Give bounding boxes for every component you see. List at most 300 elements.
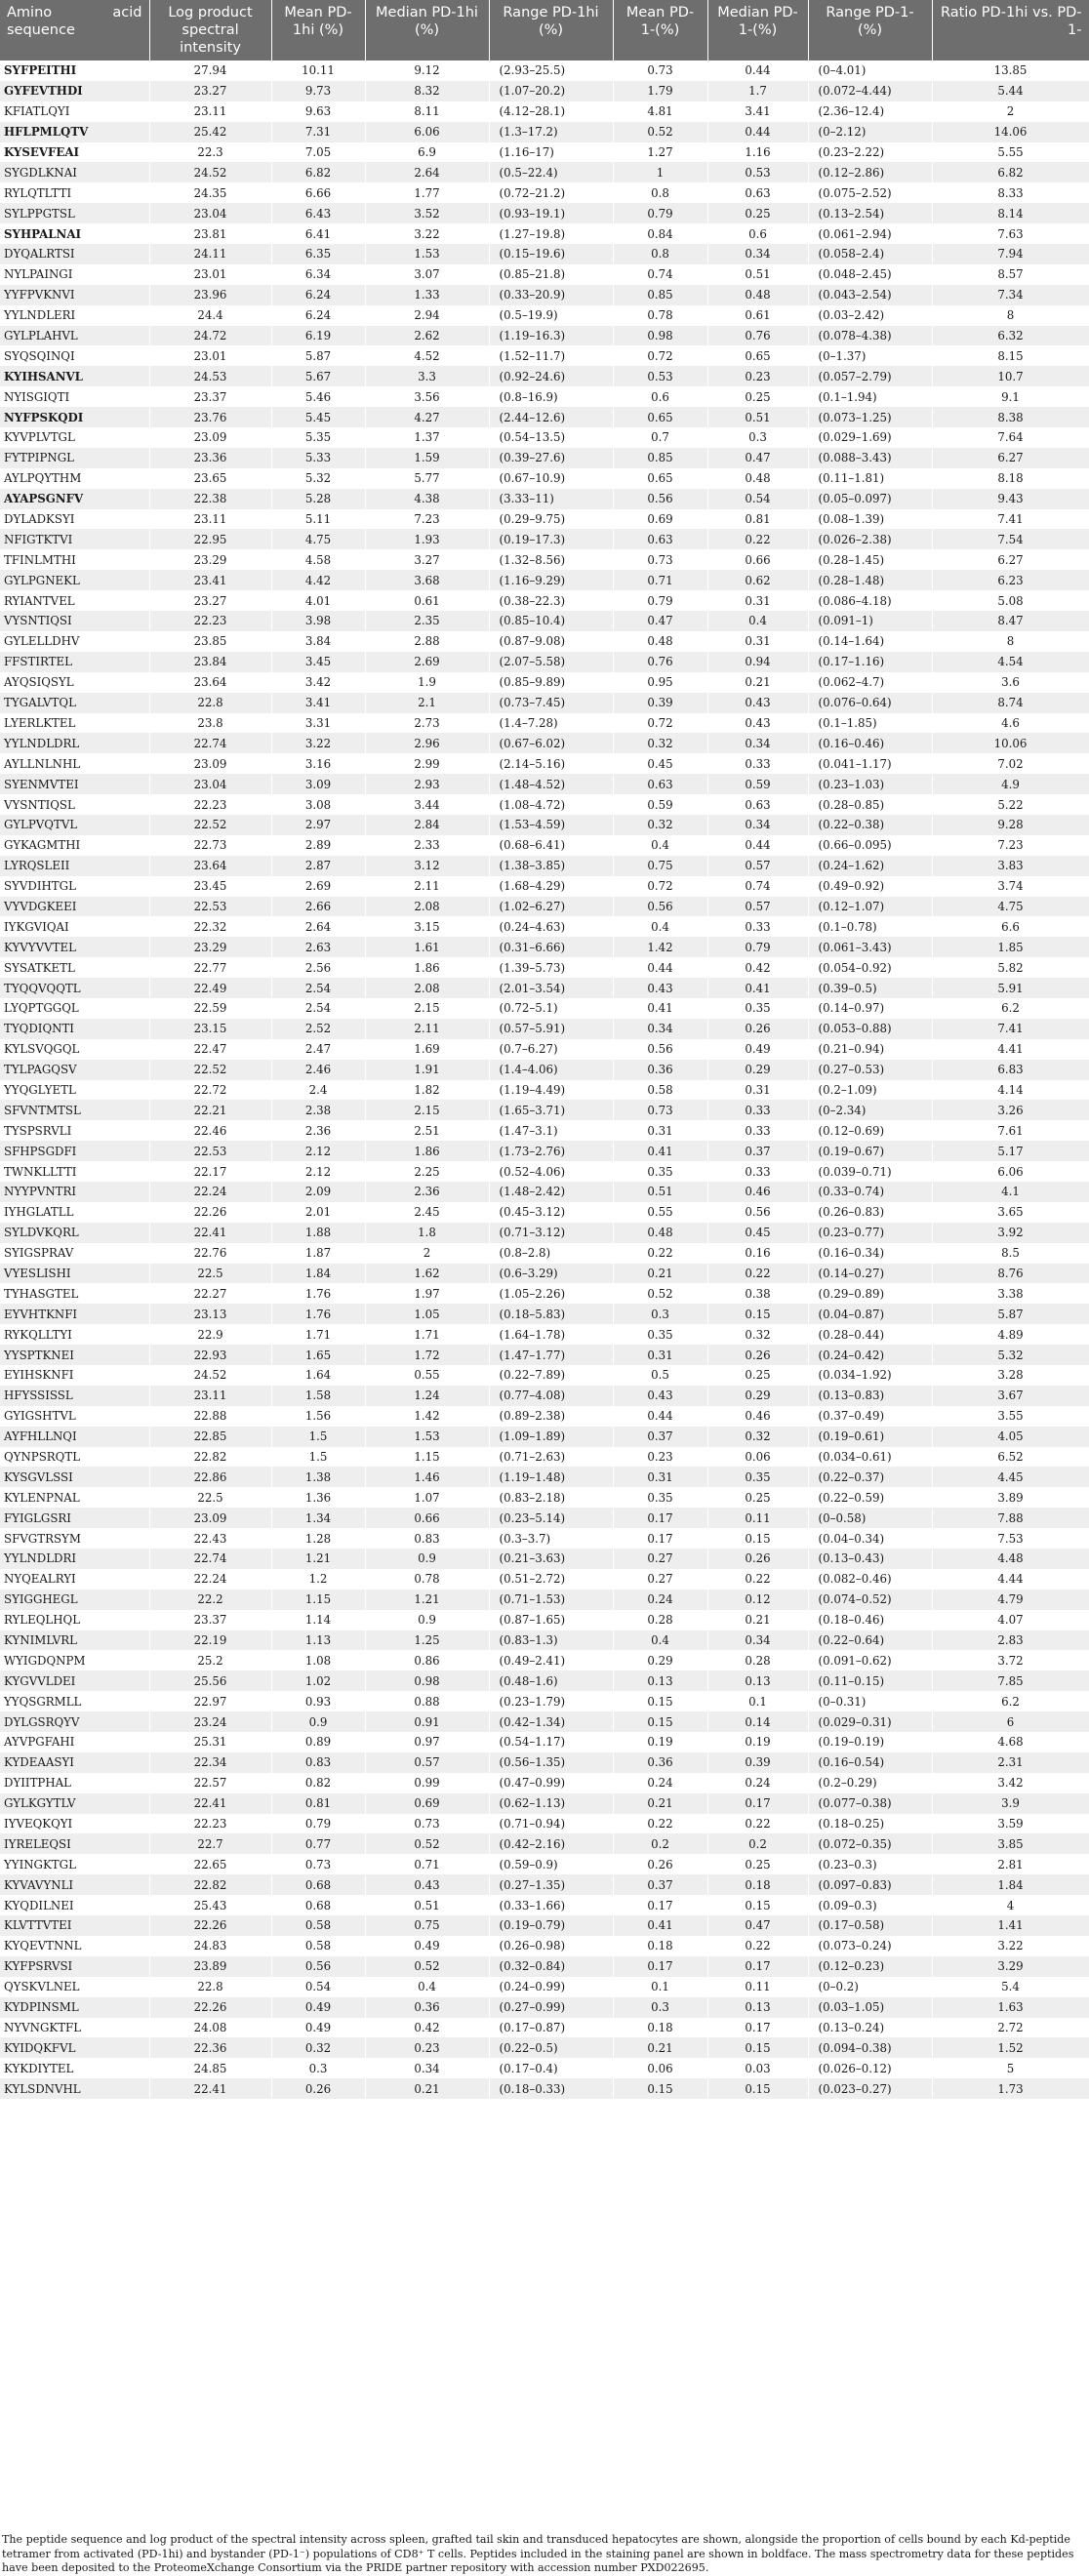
cell-median-pd1hi: 7.23: [365, 509, 489, 530]
cell-ratio: 6.52: [932, 1447, 1089, 1468]
table-row: [0, 1039, 1089, 1060]
cell-range-pd1hi: (1.68–4.29): [489, 876, 613, 897]
cell-median-pd1hi: 0.34: [365, 2058, 489, 2078]
cell-mean-pd1neg: 0.44: [613, 957, 707, 978]
cell-median-pd1hi: 0.97: [365, 1732, 489, 1752]
cell-log-product: 24.35: [149, 182, 271, 203]
cell-median-pd1neg: 0.76: [707, 326, 808, 346]
cell-ratio: 3.83: [932, 856, 1089, 876]
cell-ratio: 8.74: [932, 693, 1089, 713]
cell-median-pd1hi: 0.52: [365, 1956, 489, 1977]
cell-log-product: 23.01: [149, 345, 271, 366]
table-row: [0, 1427, 1089, 1447]
cell-ratio: 9.1: [932, 386, 1089, 407]
cell-range-pd1hi: (0.67–10.9): [489, 468, 613, 489]
cell-sequence: TYQDIQNTI: [0, 1019, 149, 1039]
table-row: [0, 509, 1089, 530]
cell-ratio: 8.76: [932, 1264, 1089, 1284]
cell-range-pd1hi: (0.15–19.6): [489, 244, 613, 264]
cell-median-pd1neg: 0.44: [707, 835, 808, 856]
cell-range-pd1neg: (0.24–0.42): [808, 1345, 932, 1365]
cell-median-pd1neg: 0.33: [707, 1100, 808, 1120]
cell-ratio: 13.85: [932, 60, 1089, 81]
cell-range-pd1hi: (0.92–24.6): [489, 366, 613, 386]
cell-median-pd1neg: 0.11: [707, 1508, 808, 1528]
cell-mean-pd1neg: 0.76: [613, 652, 707, 672]
cell-range-pd1hi: (0.67–6.02): [489, 733, 613, 753]
cell-mean-pd1hi: 1.84: [271, 1264, 365, 1284]
cell-median-pd1hi: 3.27: [365, 549, 489, 570]
cell-ratio: 3.9: [932, 1793, 1089, 1814]
cell-range-pd1neg: (0.23–1.03): [808, 774, 932, 794]
cell-mean-pd1hi: 1.15: [271, 1590, 365, 1610]
cell-median-pd1hi: 2.51: [365, 1120, 489, 1141]
cell-mean-pd1hi: 5.45: [271, 407, 365, 427]
cell-median-pd1neg: 0.35: [707, 1467, 808, 1487]
cell-mean-pd1hi: 4.58: [271, 549, 365, 570]
cell-mean-pd1hi: 2.47: [271, 1039, 365, 1060]
cell-log-product: 23.85: [149, 631, 271, 652]
cell-ratio: 7.61: [932, 1120, 1089, 1141]
cell-log-product: 23.37: [149, 1610, 271, 1630]
cell-mean-pd1hi: 5.33: [271, 448, 365, 468]
cell-log-product: 23.13: [149, 1304, 271, 1324]
cell-median-pd1hi: 1.61: [365, 937, 489, 957]
cell-sequence: KYVPLVTGL: [0, 427, 149, 448]
cell-ratio: 7.85: [932, 1670, 1089, 1691]
cell-range-pd1hi: (0.83–1.3): [489, 1630, 613, 1651]
cell-ratio: 9.43: [932, 489, 1089, 509]
cell-mean-pd1neg: 0.84: [613, 223, 707, 244]
cell-median-pd1hi: 0.71: [365, 1854, 489, 1874]
cell-range-pd1hi: (0.23–1.79): [489, 1691, 613, 1711]
cell-range-pd1neg: (0–0.31): [808, 1691, 932, 1711]
cell-mean-pd1neg: 0.58: [613, 1080, 707, 1101]
cell-range-pd1neg: (0.073–1.25): [808, 407, 932, 427]
cell-sequence: SYFPEITHI: [0, 60, 149, 81]
cell-log-product: 22.23: [149, 794, 271, 815]
cell-range-pd1neg: (0.1–1.85): [808, 713, 932, 734]
cell-median-pd1hi: 2.69: [365, 652, 489, 672]
cell-range-pd1hi: (0.32–0.84): [489, 1956, 613, 1977]
cell-sequence: NYVNGKTFL: [0, 2018, 149, 2038]
cell-mean-pd1hi: 0.32: [271, 2037, 365, 2058]
cell-sequence: AYFHLLNQI: [0, 1427, 149, 1447]
cell-mean-pd1hi: 1.36: [271, 1487, 365, 1508]
table-row: [0, 1182, 1089, 1202]
cell-mean-pd1neg: 0.35: [613, 1487, 707, 1508]
cell-sequence: TYLPAGQSV: [0, 1060, 149, 1080]
cell-median-pd1neg: 0.31: [707, 590, 808, 611]
table-row: [0, 345, 1089, 366]
cell-mean-pd1neg: 0.18: [613, 1936, 707, 1956]
table-row: [0, 876, 1089, 897]
cell-median-pd1neg: 0.39: [707, 1752, 808, 1773]
cell-sequence: RYLEQLHQL: [0, 1610, 149, 1630]
cell-median-pd1hi: 2.1: [365, 693, 489, 713]
cell-mean-pd1hi: 0.93: [271, 1691, 365, 1711]
cell-mean-pd1neg: 0.15: [613, 1691, 707, 1711]
cell-mean-pd1hi: 6.82: [271, 162, 365, 182]
cell-median-pd1neg: 0.56: [707, 1202, 808, 1223]
cell-ratio: 4.41: [932, 1039, 1089, 1060]
cell-ratio: 4.05: [932, 1427, 1089, 1447]
cell-range-pd1neg: (0.28–0.85): [808, 794, 932, 815]
cell-ratio: 4.68: [932, 1732, 1089, 1752]
cell-median-pd1hi: 1.91: [365, 1060, 489, 1080]
table-row: [0, 2058, 1089, 2078]
cell-mean-pd1hi: 5.11: [271, 509, 365, 530]
cell-sequence: SYSATKETL: [0, 957, 149, 978]
cell-mean-pd1neg: 0.23: [613, 1447, 707, 1468]
cell-mean-pd1neg: 0.74: [613, 264, 707, 285]
cell-median-pd1neg: 0.62: [707, 570, 808, 590]
cell-ratio: 7.64: [932, 427, 1089, 448]
cell-ratio: 6.6: [932, 916, 1089, 937]
cell-median-pd1hi: 0.51: [365, 1895, 489, 1915]
cell-log-product: 25.56: [149, 1670, 271, 1691]
cell-median-pd1hi: 1.72: [365, 1345, 489, 1365]
cell-range-pd1neg: (0.082–0.46): [808, 1569, 932, 1590]
cell-sequence: GYLPVQTVL: [0, 815, 149, 835]
cell-range-pd1hi: (0.8–16.9): [489, 386, 613, 407]
cell-ratio: 4: [932, 1895, 1089, 1915]
cell-ratio: 5.82: [932, 957, 1089, 978]
cell-mean-pd1hi: 4.01: [271, 590, 365, 611]
cell-ratio: 14.06: [932, 122, 1089, 142]
cell-ratio: 3.55: [932, 1406, 1089, 1427]
cell-mean-pd1hi: 5.28: [271, 489, 365, 509]
cell-median-pd1neg: 0.26: [707, 1345, 808, 1365]
cell-median-pd1neg: 0.22: [707, 1814, 808, 1834]
cell-sequence: KYLSVQGQL: [0, 1039, 149, 1060]
cell-ratio: 1.52: [932, 2037, 1089, 2058]
cell-mean-pd1neg: 0.63: [613, 529, 707, 549]
table-row: [0, 998, 1089, 1019]
cell-sequence: EYIHSKNFI: [0, 1365, 149, 1386]
cell-range-pd1hi: (1.65–3.71): [489, 1100, 613, 1120]
cell-median-pd1hi: 0.73: [365, 1814, 489, 1834]
cell-log-product: 23.29: [149, 937, 271, 957]
cell-log-product: 22.74: [149, 1549, 271, 1569]
cell-range-pd1neg: (0.12–1.07): [808, 897, 932, 917]
cell-range-pd1neg: (0.16–0.34): [808, 1243, 932, 1264]
cell-median-pd1neg: 0.14: [707, 1711, 808, 1732]
cell-range-pd1neg: (0.19–0.61): [808, 1427, 932, 1447]
cell-ratio: 3.26: [932, 1100, 1089, 1120]
cell-median-pd1hi: 0.66: [365, 1508, 489, 1528]
cell-ratio: 4.48: [932, 1549, 1089, 1569]
cell-sequence: SFHPSGDFI: [0, 1141, 149, 1161]
cell-mean-pd1neg: 0.3: [613, 1304, 707, 1324]
cell-median-pd1neg: 0.46: [707, 1406, 808, 1427]
cell-log-product: 22.32: [149, 916, 271, 937]
cell-log-product: 24.11: [149, 244, 271, 264]
cell-log-product: 25.42: [149, 122, 271, 142]
cell-median-pd1hi: 1.86: [365, 957, 489, 978]
cell-range-pd1hi: (0.31–6.66): [489, 937, 613, 957]
cell-range-pd1hi: (1.48–4.52): [489, 774, 613, 794]
cell-range-pd1hi: (0.38–22.3): [489, 590, 613, 611]
cell-mean-pd1neg: 0.56: [613, 489, 707, 509]
header-range-pd1hi: Range PD-1hi (%): [489, 0, 613, 60]
cell-median-pd1hi: 1.86: [365, 1141, 489, 1161]
cell-mean-pd1hi: 2.87: [271, 856, 365, 876]
cell-median-pd1hi: 3.56: [365, 386, 489, 407]
cell-mean-pd1hi: 1.64: [271, 1365, 365, 1386]
cell-mean-pd1neg: 0.52: [613, 1283, 707, 1304]
cell-log-product: 24.83: [149, 1936, 271, 1956]
table-row: [0, 60, 1089, 81]
cell-range-pd1neg: (0.097–0.83): [808, 1874, 932, 1895]
cell-median-pd1neg: 0.48: [707, 285, 808, 305]
table-row: [0, 1997, 1089, 2018]
cell-mean-pd1neg: 0.32: [613, 733, 707, 753]
cell-ratio: 7.94: [932, 244, 1089, 264]
cell-sequence: VYESLISHI: [0, 1264, 149, 1284]
cell-median-pd1neg: 0.26: [707, 1019, 808, 1039]
cell-mean-pd1neg: 0.5: [613, 1365, 707, 1386]
cell-ratio: 3.22: [932, 1936, 1089, 1956]
cell-sequence: FFSTIRTEL: [0, 652, 149, 672]
cell-log-product: 23.37: [149, 386, 271, 407]
cell-sequence: NFIGTKTVI: [0, 529, 149, 549]
cell-log-product: 22.97: [149, 1691, 271, 1711]
cell-range-pd1neg: (0.026–2.38): [808, 529, 932, 549]
cell-mean-pd1neg: 0.34: [613, 1019, 707, 1039]
cell-sequence: LYQPTGGQL: [0, 998, 149, 1019]
cell-median-pd1neg: 0.63: [707, 182, 808, 203]
cell-mean-pd1hi: 0.89: [271, 1732, 365, 1752]
table-row: [0, 713, 1089, 734]
cell-mean-pd1hi: 2.4: [271, 1080, 365, 1101]
cell-log-product: 22.76: [149, 1243, 271, 1264]
cell-median-pd1neg: 0.06: [707, 1447, 808, 1468]
cell-sequence: NYYPVNTRI: [0, 1182, 149, 1202]
cell-log-product: 22.17: [149, 1161, 271, 1182]
cell-mean-pd1hi: 2.12: [271, 1161, 365, 1182]
table-row: [0, 1141, 1089, 1161]
cell-ratio: 3.28: [932, 1365, 1089, 1386]
cell-range-pd1neg: (0.22–0.37): [808, 1467, 932, 1487]
cell-mean-pd1neg: 0.8: [613, 244, 707, 264]
cell-median-pd1neg: 0.16: [707, 1243, 808, 1264]
cell-log-product: 22.24: [149, 1569, 271, 1590]
cell-range-pd1neg: (0.09–0.3): [808, 1895, 932, 1915]
cell-log-product: 23.11: [149, 101, 271, 122]
cell-range-pd1neg: (0.091–0.62): [808, 1650, 932, 1670]
cell-sequence: KYFPSRVSI: [0, 1956, 149, 1977]
cell-median-pd1hi: 1.59: [365, 448, 489, 468]
cell-range-pd1neg: (0–1.37): [808, 345, 932, 366]
table-row: [0, 672, 1089, 693]
cell-mean-pd1hi: 0.68: [271, 1895, 365, 1915]
cell-mean-pd1hi: 6.34: [271, 264, 365, 285]
cell-range-pd1neg: (0.041–1.17): [808, 753, 932, 774]
header-median-pd1neg: Median PD-1-(%): [707, 0, 808, 60]
cell-log-product: 23.64: [149, 856, 271, 876]
cell-range-pd1hi: (1.47–1.77): [489, 1345, 613, 1365]
cell-median-pd1hi: 6.9: [365, 142, 489, 163]
table-row: [0, 1019, 1089, 1039]
cell-range-pd1neg: (0.11–0.15): [808, 1670, 932, 1691]
cell-log-product: 22.95: [149, 529, 271, 549]
cell-range-pd1neg: (0.14–0.27): [808, 1264, 932, 1284]
cell-log-product: 23.84: [149, 652, 271, 672]
cell-ratio: 5.32: [932, 1345, 1089, 1365]
cell-median-pd1hi: 1.24: [365, 1386, 489, 1406]
cell-range-pd1hi: (0.54–13.5): [489, 427, 613, 448]
cell-ratio: 5: [932, 2058, 1089, 2078]
cell-sequence: VYVDGKEEI: [0, 897, 149, 917]
cell-mean-pd1hi: 1.5: [271, 1427, 365, 1447]
cell-median-pd1neg: 0.18: [707, 1874, 808, 1895]
cell-range-pd1hi: (0.3–3.7): [489, 1528, 613, 1549]
cell-ratio: 8.33: [932, 182, 1089, 203]
cell-sequence: AYQSIQSYL: [0, 672, 149, 693]
table-row: [0, 815, 1089, 835]
header-ratio: Ratio PD-1hi vs. PD-1-: [932, 0, 1089, 60]
cell-range-pd1neg: (0.28–1.45): [808, 549, 932, 570]
cell-ratio: 3.89: [932, 1487, 1089, 1508]
cell-sequence: YYLNDLDRL: [0, 733, 149, 753]
cell-ratio: 5.87: [932, 1304, 1089, 1324]
cell-mean-pd1hi: 3.08: [271, 794, 365, 815]
table-row: [0, 1528, 1089, 1549]
table-row: [0, 2078, 1089, 2099]
cell-median-pd1hi: 3.44: [365, 794, 489, 815]
cell-median-pd1hi: 2.33: [365, 835, 489, 856]
cell-ratio: 8.5: [932, 1243, 1089, 1264]
cell-sequence: NYISGIQTI: [0, 386, 149, 407]
cell-mean-pd1neg: 0.95: [613, 672, 707, 693]
cell-range-pd1hi: (2.44–12.6): [489, 407, 613, 427]
cell-sequence: SYHPALNAI: [0, 223, 149, 244]
cell-sequence: SYGDLKNAI: [0, 162, 149, 182]
cell-range-pd1neg: (0.14–1.64): [808, 631, 932, 652]
cell-ratio: 5.55: [932, 142, 1089, 163]
cell-median-pd1neg: 0.33: [707, 916, 808, 937]
table-row: [0, 1060, 1089, 1080]
cell-ratio: 6.2: [932, 1691, 1089, 1711]
cell-median-pd1hi: 2.64: [365, 162, 489, 182]
cell-range-pd1hi: (0.72–21.2): [489, 182, 613, 203]
cell-sequence: AYLPQYTHM: [0, 468, 149, 489]
cell-range-pd1neg: (0.073–0.24): [808, 1936, 932, 1956]
cell-log-product: 22.72: [149, 1080, 271, 1101]
cell-log-product: 22.23: [149, 1814, 271, 1834]
cell-median-pd1neg: 0.29: [707, 1060, 808, 1080]
cell-median-pd1neg: 0.25: [707, 386, 808, 407]
cell-mean-pd1hi: 2.89: [271, 835, 365, 856]
cell-mean-pd1neg: 0.36: [613, 1060, 707, 1080]
cell-mean-pd1hi: 5.32: [271, 468, 365, 489]
cell-median-pd1neg: 0.45: [707, 1223, 808, 1243]
cell-range-pd1neg: (0.26–0.83): [808, 1202, 932, 1223]
cell-mean-pd1neg: 0.28: [613, 1610, 707, 1630]
cell-range-pd1hi: (0.19–0.79): [489, 1915, 613, 1936]
cell-sequence: YYSPTKNEI: [0, 1345, 149, 1365]
cell-median-pd1neg: 0.51: [707, 407, 808, 427]
cell-range-pd1hi: (0.71–2.63): [489, 1447, 613, 1468]
cell-median-pd1neg: 0.34: [707, 244, 808, 264]
cell-sequence: RYLQTLTTI: [0, 182, 149, 203]
cell-log-product: 23.65: [149, 468, 271, 489]
cell-mean-pd1neg: 0.4: [613, 916, 707, 937]
cell-ratio: 6.32: [932, 326, 1089, 346]
cell-range-pd1neg: (0.034–1.92): [808, 1365, 932, 1386]
cell-range-pd1hi: (0.21–3.63): [489, 1549, 613, 1569]
cell-log-product: 23.11: [149, 509, 271, 530]
cell-mean-pd1hi: 0.77: [271, 1833, 365, 1854]
cell-log-product: 24.08: [149, 2018, 271, 2038]
cell-log-product: 22.82: [149, 1447, 271, 1468]
cell-range-pd1neg: (0.094–0.38): [808, 2037, 932, 2058]
cell-ratio: 5.44: [932, 81, 1089, 101]
cell-range-pd1neg: (0.029–0.31): [808, 1711, 932, 1732]
cell-ratio: 5.4: [932, 1977, 1089, 1997]
cell-ratio: 7.54: [932, 529, 1089, 549]
cell-mean-pd1neg: 0.85: [613, 285, 707, 305]
cell-median-pd1hi: 0.88: [365, 1691, 489, 1711]
cell-range-pd1hi: (0.49–2.41): [489, 1650, 613, 1670]
cell-range-pd1hi: (0.77–4.08): [489, 1386, 613, 1406]
cell-mean-pd1hi: 0.49: [271, 1997, 365, 2018]
cell-median-pd1neg: 1.7: [707, 81, 808, 101]
cell-log-product: 22.52: [149, 815, 271, 835]
table-row: [0, 1833, 1089, 1854]
cell-sequence: TYSPSRVLI: [0, 1120, 149, 1141]
cell-ratio: 6.2: [932, 998, 1089, 1019]
cell-range-pd1hi: (2.93–25.5): [489, 60, 613, 81]
cell-mean-pd1neg: 0.36: [613, 1752, 707, 1773]
cell-sequence: KYVYVVTEL: [0, 937, 149, 957]
cell-mean-pd1hi: 7.31: [271, 122, 365, 142]
cell-median-pd1hi: 2.88: [365, 631, 489, 652]
cell-range-pd1neg: (0.18–0.25): [808, 1814, 932, 1834]
header-mean-pd1neg: Mean PD-1-(%): [613, 0, 707, 60]
cell-median-pd1hi: 0.42: [365, 2018, 489, 2038]
table-row: [0, 427, 1089, 448]
cell-range-pd1hi: (1.05–2.26): [489, 1283, 613, 1304]
cell-ratio: 5.91: [932, 978, 1089, 998]
cell-log-product: 23.64: [149, 672, 271, 693]
table-row: [0, 1752, 1089, 1773]
cell-median-pd1hi: 3.52: [365, 203, 489, 223]
cell-median-pd1neg: 0.25: [707, 1854, 808, 1874]
cell-median-pd1neg: 0.25: [707, 1487, 808, 1508]
cell-range-pd1neg: (0.074–0.52): [808, 1590, 932, 1610]
cell-mean-pd1hi: 1.5: [271, 1447, 365, 1468]
cell-log-product: 22.24: [149, 1182, 271, 1202]
cell-median-pd1neg: 0.43: [707, 693, 808, 713]
cell-median-pd1hi: 0.75: [365, 1915, 489, 1936]
cell-median-pd1hi: 1.62: [365, 1264, 489, 1284]
cell-ratio: 7.53: [932, 1528, 1089, 1549]
cell-mean-pd1neg: 0.22: [613, 1243, 707, 1264]
cell-log-product: 23.01: [149, 264, 271, 285]
cell-median-pd1hi: 3.07: [365, 264, 489, 285]
cell-mean-pd1hi: 3.16: [271, 753, 365, 774]
table-row: [0, 285, 1089, 305]
cell-sequence: IYVEQKQYI: [0, 1814, 149, 1834]
cell-ratio: 1.41: [932, 1915, 1089, 1936]
cell-mean-pd1neg: 0.69: [613, 509, 707, 530]
cell-ratio: 1.73: [932, 2078, 1089, 2099]
cell-median-pd1neg: 1.16: [707, 142, 808, 163]
cell-mean-pd1neg: 0.73: [613, 549, 707, 570]
cell-median-pd1neg: 0.81: [707, 509, 808, 530]
